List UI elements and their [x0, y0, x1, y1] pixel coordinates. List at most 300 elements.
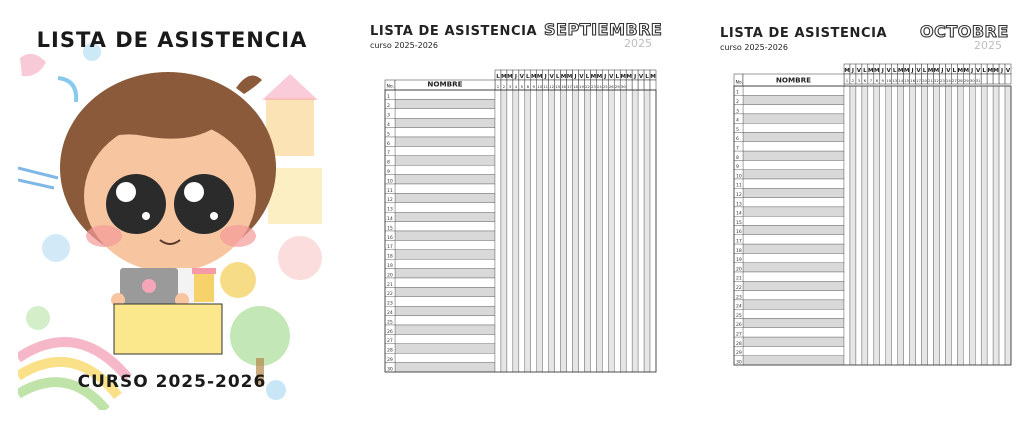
- day-letter: L: [526, 74, 530, 81]
- row-number: 3: [736, 109, 739, 115]
- name-cell: [395, 118, 495, 127]
- day-column: [868, 86, 874, 365]
- row-number: 11: [736, 183, 742, 189]
- day-letter: M: [903, 68, 910, 75]
- row-number: 7: [736, 146, 739, 152]
- day-letter: M: [507, 74, 513, 81]
- day-number-cell: [632, 80, 638, 90]
- row-number: 8: [387, 160, 390, 166]
- name-cell: [743, 198, 844, 207]
- day-letter: J: [604, 74, 607, 81]
- day-number: 29: [963, 78, 969, 83]
- day-number: 15: [904, 78, 910, 83]
- row-number: 17: [736, 239, 742, 245]
- day-letter: J: [971, 68, 974, 75]
- day-letter: J: [851, 68, 854, 75]
- name-cell: [395, 156, 495, 165]
- name-cell: [743, 133, 844, 142]
- sheet-course: curso 2025-2026: [370, 41, 438, 50]
- name-cell: [395, 278, 495, 287]
- day-column: [963, 86, 969, 365]
- row-number: 14: [736, 211, 742, 217]
- name-cell: [395, 146, 495, 155]
- day-number: 6: [863, 78, 867, 83]
- name-cell: [395, 325, 495, 334]
- header-name: NOMBRE: [427, 79, 463, 89]
- name-cell: [743, 95, 844, 104]
- row-number: 22: [387, 292, 393, 298]
- day-column: [880, 86, 886, 365]
- day-number: 16: [910, 78, 916, 83]
- name-cell: [395, 165, 495, 174]
- row-number: 18: [387, 254, 393, 260]
- row-number: 7: [387, 151, 390, 157]
- day-column: [874, 86, 880, 365]
- day-column: [513, 90, 519, 372]
- row-number: 30: [736, 360, 742, 366]
- day-column: [638, 90, 644, 372]
- day-number: 14: [898, 78, 904, 83]
- row-number: 20: [387, 273, 393, 279]
- name-cell: [395, 203, 495, 212]
- sheet-course: curso 2025-2026: [720, 43, 788, 52]
- day-column: [898, 86, 904, 365]
- day-column: [501, 90, 507, 372]
- row-number: 5: [387, 132, 390, 138]
- day-letter: M: [963, 68, 970, 75]
- day-number: 12: [549, 84, 555, 89]
- day-number: 23: [590, 84, 596, 89]
- day-column: [981, 86, 987, 365]
- day-column: [596, 90, 602, 372]
- name-cell: [395, 353, 495, 362]
- day-column: [993, 86, 999, 365]
- name-cell: [743, 272, 844, 281]
- name-cell: [395, 316, 495, 325]
- day-column: [933, 86, 939, 365]
- row-number: 18: [736, 248, 742, 254]
- name-cell: [395, 193, 495, 202]
- name-cell: [743, 291, 844, 300]
- day-letter: L: [645, 74, 649, 81]
- month-year: 2025: [624, 37, 652, 50]
- month-name: OCTOBRE: [920, 22, 1009, 41]
- row-number: 14: [387, 217, 393, 222]
- day-column: [910, 86, 916, 365]
- row-number: 28: [736, 341, 742, 347]
- day-number-cell: [638, 80, 644, 90]
- day-number-cell: [993, 74, 999, 84]
- day-letter: V: [549, 74, 554, 81]
- day-column: [578, 90, 584, 372]
- day-number: 17: [916, 78, 921, 83]
- day-letter: L: [496, 74, 500, 81]
- row-number: 17: [387, 245, 393, 251]
- row-number: 22: [736, 286, 742, 291]
- day-letter: L: [555, 74, 560, 81]
- row-number: 11: [387, 188, 393, 194]
- day-number: 24: [596, 84, 602, 89]
- name-cell: [743, 105, 844, 114]
- day-column: [495, 90, 501, 372]
- row-number: 1: [387, 94, 390, 100]
- name-cell: [743, 337, 844, 346]
- row-number: 16: [736, 230, 742, 236]
- row-number: 6: [387, 141, 390, 147]
- day-letter: V: [609, 74, 614, 81]
- day-number: 3: [508, 84, 512, 89]
- row-number: 2: [736, 100, 739, 105]
- row-number: 30: [387, 367, 393, 373]
- day-number-cell: [626, 80, 632, 90]
- day-letter: M: [620, 74, 626, 81]
- day-number: 1: [496, 84, 500, 89]
- day-number-cell: [999, 74, 1005, 84]
- day-column: [626, 90, 632, 372]
- day-column: [916, 86, 922, 365]
- day-column: [951, 86, 957, 365]
- day-letter: M: [530, 74, 537, 81]
- row-number: 29: [736, 351, 742, 357]
- name-cell: [743, 188, 844, 197]
- row-number: 21: [736, 276, 742, 282]
- day-column: [543, 90, 549, 372]
- day-column: [975, 86, 981, 365]
- day-number: 27: [951, 78, 957, 83]
- row-number: 12: [387, 198, 393, 204]
- name-cell: [395, 90, 495, 99]
- name-cell: [395, 128, 495, 137]
- sheet-title: LISTA DE ASISTENCIA: [370, 24, 538, 39]
- name-cell: [743, 253, 844, 262]
- header-no: No.: [735, 80, 744, 86]
- name-cell: [743, 170, 844, 179]
- name-cell: [743, 216, 844, 225]
- day-number: 13: [892, 78, 898, 83]
- day-column: [561, 90, 567, 372]
- name-cell: [743, 86, 844, 95]
- day-letter: M: [874, 68, 880, 75]
- day-number-cell: [644, 80, 650, 90]
- name-cell: [395, 99, 495, 108]
- day-column: [862, 86, 868, 365]
- day-letter: J: [881, 68, 884, 75]
- day-letter: J: [544, 74, 547, 81]
- day-letter: M: [897, 68, 904, 75]
- day-letter: L: [952, 68, 957, 75]
- day-number-cell: [650, 80, 656, 90]
- day-number: 2: [502, 84, 506, 89]
- day-column: [608, 90, 614, 372]
- day-column: [519, 90, 525, 372]
- day-number-cell: [987, 74, 993, 84]
- cover-illustration: [18, 18, 326, 410]
- day-letter: M: [501, 74, 507, 81]
- name-cell: [395, 137, 495, 146]
- name-cell: [743, 142, 844, 151]
- day-column: [945, 86, 951, 365]
- row-number: 10: [387, 179, 393, 185]
- row-number: 13: [736, 202, 742, 208]
- day-number: 19: [579, 84, 584, 89]
- name-cell: [395, 269, 495, 278]
- name-cell: [395, 231, 495, 240]
- day-letter: V: [916, 68, 921, 75]
- day-letter: V: [946, 68, 951, 75]
- day-number: 18: [573, 84, 578, 89]
- day-column: [620, 90, 626, 372]
- name-cell: [395, 306, 495, 315]
- row-number: 15: [387, 226, 393, 232]
- day-column: [614, 90, 620, 372]
- day-number: 17: [567, 84, 572, 89]
- name-cell: [743, 123, 844, 132]
- name-cell: [743, 300, 844, 309]
- day-column: [525, 90, 531, 372]
- day-letter: M: [596, 74, 603, 81]
- day-number: 16: [561, 84, 566, 89]
- day-letter: M: [957, 68, 964, 75]
- row-number: 10: [736, 174, 742, 180]
- day-letter: V: [886, 68, 891, 75]
- attendance-grid: [718, 14, 1014, 370]
- name-cell: [395, 250, 495, 259]
- row-number: 24: [387, 311, 393, 316]
- day-number: 10: [886, 78, 892, 83]
- name-cell: [743, 160, 844, 169]
- day-column: [892, 86, 898, 365]
- row-number: 27: [736, 332, 742, 338]
- day-number: 25: [602, 84, 608, 89]
- day-column: [969, 86, 975, 365]
- name-cell: [743, 263, 844, 272]
- name-cell: [395, 259, 495, 268]
- day-letter: L: [585, 74, 590, 81]
- row-number: 3: [387, 113, 390, 119]
- day-number: 23: [939, 78, 945, 83]
- day-number: 9: [532, 84, 535, 89]
- header-name: NOMBRE: [775, 75, 812, 85]
- name-cell: [395, 184, 495, 193]
- day-number: 26: [608, 84, 614, 89]
- day-number: 9: [881, 78, 884, 83]
- row-number: 19: [736, 258, 742, 264]
- sheet-title: LISTA DE ASISTENCIA: [720, 26, 888, 41]
- row-number: 13: [387, 207, 393, 213]
- day-column: [904, 86, 910, 365]
- day-letter: V: [579, 74, 584, 81]
- row-number: 28: [387, 348, 393, 354]
- name-cell: [395, 109, 495, 118]
- day-column: [507, 90, 513, 372]
- row-number: 6: [736, 137, 739, 143]
- row-number: 12: [736, 193, 742, 198]
- day-column: [632, 90, 638, 372]
- day-number: 30: [620, 84, 626, 89]
- day-letter: J: [941, 68, 944, 75]
- day-number: 1: [845, 78, 849, 83]
- day-column: [644, 90, 650, 372]
- day-number: 5: [520, 84, 524, 89]
- day-letter: J: [634, 74, 637, 81]
- day-letter: V: [856, 68, 862, 75]
- day-column: [1005, 86, 1011, 365]
- row-number: 2: [387, 104, 390, 110]
- day-letter: M: [560, 74, 567, 81]
- month-year: 2025: [974, 39, 1002, 52]
- day-letter: L: [892, 68, 897, 75]
- name-cell: [395, 287, 495, 296]
- row-number: 19: [387, 264, 393, 269]
- header-no: No.: [386, 84, 395, 90]
- day-number: 28: [957, 78, 963, 83]
- name-cell: [743, 319, 844, 328]
- name-cell: [743, 356, 844, 365]
- day-column: [939, 86, 945, 365]
- day-column: [844, 86, 850, 365]
- day-letter: J: [1001, 68, 1004, 75]
- day-letter: M: [626, 74, 632, 81]
- day-column: [531, 90, 537, 372]
- row-number: 5: [736, 127, 739, 133]
- day-number-cell: [981, 74, 987, 84]
- cover-course: CURSO 2025-2026: [77, 372, 267, 392]
- day-column: [537, 90, 543, 372]
- row-number: 4: [736, 118, 739, 124]
- day-column: [650, 90, 656, 372]
- attendance-sheet-octobre: [718, 14, 1014, 370]
- cover-title: LISTA DE ASISTENCIA: [36, 28, 308, 52]
- day-letter: M: [987, 68, 993, 75]
- name-cell: [743, 346, 844, 355]
- day-letter: M: [650, 74, 656, 81]
- day-number: 8: [526, 84, 530, 89]
- day-letter: M: [844, 68, 850, 75]
- day-number: 22: [934, 78, 939, 83]
- day-column: [922, 86, 928, 365]
- name-cell: [395, 240, 495, 249]
- cover-page: [18, 18, 326, 410]
- day-number: 3: [857, 78, 861, 83]
- attendance-sheet-septiembre: [368, 14, 663, 386]
- month-name: SEPTIEMBRE: [544, 20, 663, 39]
- day-column: [602, 90, 608, 372]
- name-cell: [395, 297, 495, 306]
- day-letter: V: [1005, 68, 1011, 75]
- name-cell: [743, 244, 844, 253]
- day-letter: M: [868, 68, 874, 75]
- row-number: 1: [736, 90, 739, 96]
- day-letter: V: [976, 68, 981, 75]
- row-number: 15: [736, 220, 742, 226]
- day-number: 24: [945, 78, 951, 83]
- day-number: 15: [555, 84, 561, 89]
- day-letter: J: [514, 74, 517, 81]
- row-number: 29: [387, 358, 393, 363]
- day-column: [590, 90, 596, 372]
- row-number: 16: [387, 235, 393, 241]
- day-letter: L: [922, 68, 927, 75]
- row-number: 25: [387, 320, 393, 326]
- row-number: 26: [736, 323, 742, 329]
- name-cell: [743, 281, 844, 290]
- day-column: [584, 90, 590, 372]
- day-column: [886, 86, 892, 365]
- name-cell: [395, 344, 495, 353]
- day-letter: M: [993, 68, 999, 75]
- row-number: 24: [736, 304, 742, 310]
- day-column: [987, 86, 993, 365]
- row-number: 21: [387, 282, 393, 288]
- row-number: 23: [736, 295, 742, 301]
- name-cell: [395, 222, 495, 231]
- day-letter: J: [911, 68, 914, 75]
- row-number: 9: [387, 170, 390, 175]
- day-number: 10: [537, 84, 543, 89]
- day-number: 31: [975, 78, 981, 83]
- day-column: [567, 90, 573, 372]
- row-number: 4: [387, 123, 390, 128]
- name-cell: [395, 334, 495, 343]
- day-column: [928, 86, 934, 365]
- day-number: 2: [851, 78, 855, 83]
- day-number: 22: [585, 84, 590, 89]
- name-cell: [743, 151, 844, 160]
- day-number: 21: [928, 78, 933, 83]
- name-cell: [395, 363, 495, 372]
- day-column: [573, 90, 579, 372]
- day-number: 29: [614, 84, 620, 89]
- name-cell: [743, 114, 844, 123]
- day-column: [957, 86, 963, 365]
- day-column: [850, 86, 856, 365]
- day-letter: M: [933, 68, 940, 75]
- day-column: [555, 90, 561, 372]
- day-number: 20: [922, 78, 927, 83]
- row-number: 25: [736, 313, 742, 319]
- row-number: 9: [736, 165, 739, 171]
- row-number: 27: [387, 339, 393, 345]
- name-cell: [743, 226, 844, 235]
- row-number: 8: [736, 155, 739, 161]
- day-letter: M: [927, 68, 934, 75]
- name-cell: [743, 235, 844, 244]
- name-cell: [743, 328, 844, 337]
- day-column: [549, 90, 555, 372]
- day-letter: V: [519, 74, 525, 81]
- day-number: 8: [875, 78, 879, 83]
- day-letter: M: [566, 74, 573, 81]
- name-cell: [395, 212, 495, 221]
- row-number: 26: [387, 329, 393, 335]
- day-letter: V: [638, 74, 644, 81]
- attendance-grid: [368, 14, 658, 386]
- row-number: 20: [736, 267, 742, 273]
- row-number: 23: [387, 301, 393, 307]
- day-column: [856, 86, 862, 365]
- day-letter: L: [615, 74, 620, 81]
- name-cell: [743, 207, 844, 216]
- day-number-cell: [1005, 74, 1011, 84]
- day-letter: M: [590, 74, 597, 81]
- name-cell: [743, 309, 844, 318]
- day-letter: M: [536, 74, 543, 81]
- day-column: [999, 86, 1005, 365]
- day-number: 7: [869, 78, 873, 83]
- name-cell: [395, 175, 495, 184]
- day-number: 11: [543, 84, 549, 89]
- name-cell: [743, 179, 844, 188]
